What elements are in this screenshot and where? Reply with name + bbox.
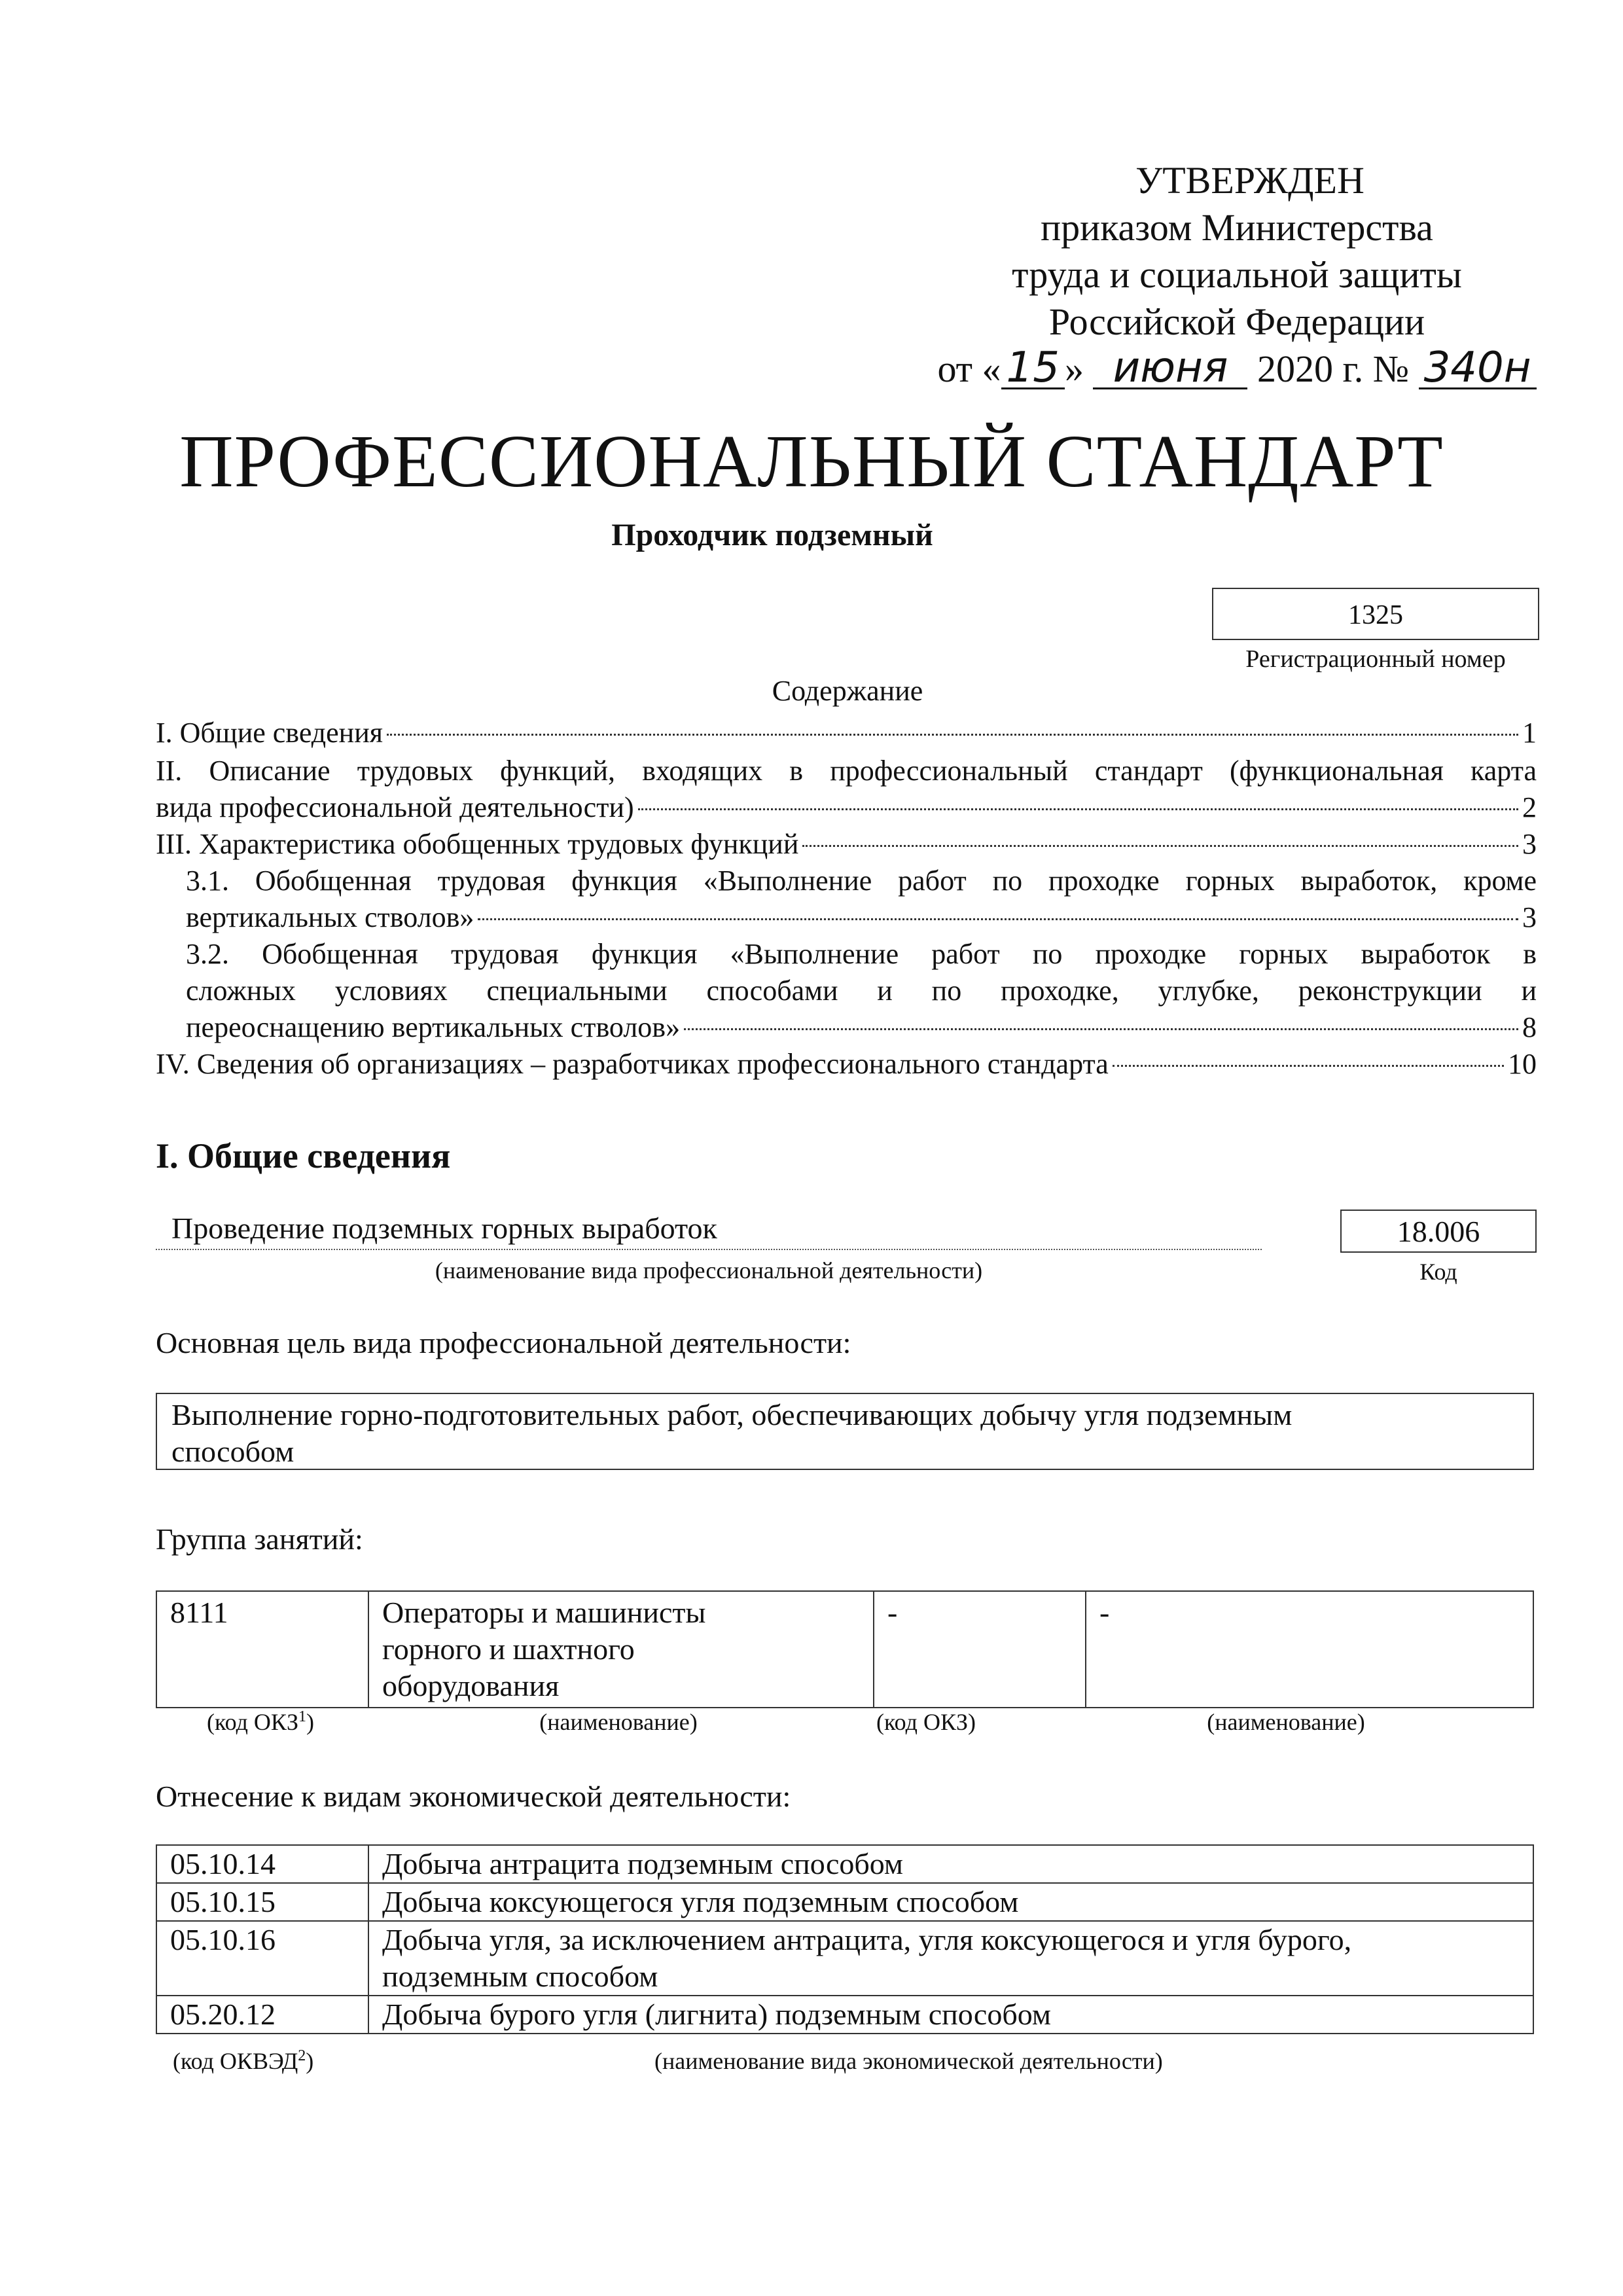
- okved-table: [156, 1844, 1534, 2034]
- handwritten-day: 15: [1001, 348, 1065, 389]
- toc-item[interactable]: I. Общие сведения 1: [156, 717, 1537, 749]
- activity-name-caption: (наименование вида профессиональной деятельности): [435, 1257, 983, 1283]
- approval-line: труда и социальной защиты: [1012, 253, 1462, 296]
- approval-line: приказом Министерства: [1041, 206, 1433, 249]
- activity-code-box: 18.006: [1340, 1210, 1537, 1253]
- goal-box: [156, 1393, 1534, 1470]
- okz-name-cell: -: [1086, 1591, 1533, 1708]
- handwritten-month: июня: [1093, 348, 1247, 389]
- approval-title: УТВЕРЖДЕН: [1135, 159, 1364, 202]
- registration-number-box: 1325: [1212, 588, 1539, 640]
- occupation-group-table: [156, 1590, 1534, 1708]
- activity-name-field: Проведение подземных горных выработок: [156, 1211, 1262, 1250]
- okved-name-cell: Добыча антрацита подземным способом: [368, 1845, 1533, 1883]
- approval-date-line: [890, 346, 1584, 393]
- okved-code-cell: 05.20.12: [156, 1996, 368, 2034]
- date-prefix: от «: [937, 348, 1001, 390]
- table-row: [156, 1883, 1533, 1921]
- goal-label: Основная цель вида профессиональной деятельности:: [156, 1326, 851, 1359]
- handwritten-number: 340н: [1419, 348, 1537, 389]
- toc-item[interactable]: III. Характеристика обобщенных трудовых функций 3: [156, 828, 1537, 860]
- toc-leader: [684, 1028, 1518, 1030]
- okved-name-cell: Добыча коксующегося угля подземным способом: [368, 1883, 1533, 1921]
- okved-code-cell: 05.10.15: [156, 1883, 368, 1921]
- okved-code-cell: 05.10.16: [156, 1921, 368, 1996]
- goal-text-line: способом: [171, 1435, 294, 1468]
- toc-leader: [387, 734, 1518, 736]
- toc-leader: [802, 845, 1518, 847]
- toc-item[interactable]: II. Описание трудовых функций, входящих в профессиональный стандарт (функциональная карта вида профессиональной деятельности) 2: [156, 755, 1537, 823]
- goal-text-line: Выполнение горно-подготовительных работ, обеспечивающих добычу угля подземным: [171, 1398, 1293, 1431]
- table-row: [156, 1845, 1533, 1883]
- document-subtitle: Проходчик подземный: [611, 518, 933, 552]
- okz-name-cell: Операторы и машинисты горного и шахтного оборудования: [368, 1591, 874, 1708]
- okved-caption: (наименование вида экономической деятельности): [654, 2048, 1163, 2074]
- group-label: Группа занятий:: [156, 1522, 363, 1556]
- group-caption: (код ОКЗ$^1$): [207, 1708, 314, 1735]
- okz-code-cell: -: [874, 1591, 1086, 1708]
- table-row: [156, 1921, 1533, 1996]
- toc-item[interactable]: 3.2. Обобщенная трудовая функция «Выполнение работ по проходке горных выработок в сложных условиях специальными способами и по проходке, углубке, реконструкции и переоснащению вертикальных стволов» 8: [186, 938, 1537, 1043]
- group-caption: (наименование): [1207, 1709, 1365, 1735]
- okved-code-cell: 05.10.14: [156, 1845, 368, 1883]
- okved-name-cell: Добыча бурого угля (лигнита) подземным способом: [368, 1996, 1533, 2034]
- toc-item[interactable]: IV. Сведения об организациях – разработчиках профессионального стандарта 10: [156, 1048, 1537, 1080]
- activity-code-caption: Код: [1419, 1259, 1457, 1285]
- group-caption: (код ОКЗ): [876, 1709, 976, 1735]
- group-caption: (наименование): [539, 1709, 698, 1735]
- date-year: 2020 г. №: [1257, 348, 1410, 390]
- toc-title: Содержание: [772, 675, 923, 707]
- toc-item[interactable]: 3.1. Обобщенная трудовая функция «Выполнение работ по проходке горных выработок, кроме вертикальных стволов» 3: [186, 865, 1537, 933]
- toc-leader: [638, 808, 1518, 810]
- approval-line: Российской Федерации: [1048, 300, 1425, 343]
- toc: [156, 715, 1537, 1083]
- table-row: [156, 1996, 1533, 2034]
- section-heading: I. Общие сведения: [156, 1136, 451, 1175]
- date-quote: »: [1064, 348, 1084, 390]
- okz-code-cell: 8111: [156, 1591, 368, 1708]
- table-row: [156, 1591, 1533, 1708]
- okved-name-cell: Добыча угля, за исключением антрацита, угля коксующегося и угля бурого, подземным способом: [368, 1921, 1533, 1996]
- registration-number-label: Регистрационный номер: [1245, 645, 1506, 673]
- document-title: ПРОФЕССИОНАЛЬНЫЙ СТАНДАРТ: [179, 420, 1444, 503]
- okved-caption: (код ОКВЭД$^2$): [173, 2047, 314, 2074]
- approval-block: [890, 157, 1584, 393]
- okved-label: Отнесение к видам экономической деятельности:: [156, 1780, 791, 1813]
- toc-leader: [1113, 1065, 1504, 1067]
- toc-leader: [478, 918, 1518, 920]
